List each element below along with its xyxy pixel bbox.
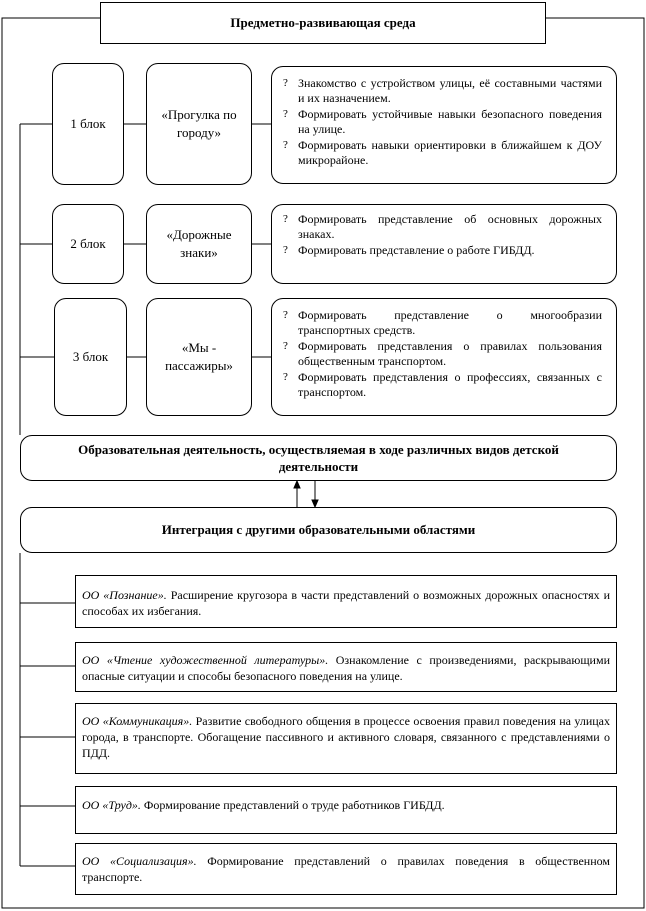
block-1-topic: «Прогулка по городу» bbox=[161, 107, 237, 140]
block-3-goals-box bbox=[271, 298, 617, 416]
goal-item: ? Формировать устойчивые навыки безопасного поведения на улице. bbox=[280, 107, 602, 137]
area-text: Формирование представлений о правилах поведения в общественном транспорте. bbox=[82, 854, 610, 884]
area-item-kommunikatsiya bbox=[75, 703, 617, 774]
integration-box bbox=[20, 507, 617, 553]
goal-item: ? Формировать представления о правилах пользования общественным транспортом. bbox=[280, 339, 602, 369]
block-1-topic-box bbox=[146, 63, 252, 185]
area-name: ОО «Чтение художественной литературы». bbox=[82, 653, 329, 667]
goal-item: ? Знакомство с устройством улицы, её составными частями и их назначением. bbox=[280, 76, 602, 106]
block-3-topic: «Мы - пассажиры» bbox=[165, 340, 233, 373]
goal-item: ? Формировать навыки ориентировки в ближайшем к ДОУ микрорайоне. bbox=[280, 138, 602, 168]
goal-item: ? Формировать представление о работе ГИБДД. bbox=[280, 243, 602, 258]
block-1-goals-box bbox=[271, 66, 617, 184]
area-text: Расширение кругозора в части представлений о возможных дорожных опасностях и способах их избегания. bbox=[82, 588, 610, 618]
block-2-topic-box bbox=[146, 204, 252, 284]
area-item-sotsializatsiya bbox=[75, 843, 617, 895]
activity-title: Образовательная деятельность, осуществляемая в ходе различных видов детской деятельности bbox=[78, 442, 559, 474]
goal-item: ? Формировать представление об основных дорожных знаках. bbox=[280, 212, 602, 242]
goal-item: ? Формировать представления о профессиях, связанных с транспортом. bbox=[280, 370, 602, 400]
block-3-goals bbox=[280, 308, 602, 400]
integration-title: Интеграция с другими образовательными областями bbox=[161, 522, 476, 537]
block-2-label-box bbox=[52, 204, 124, 284]
two-way-arrows bbox=[294, 481, 318, 507]
area-name: ОО «Коммуникация». bbox=[82, 714, 193, 728]
header-box bbox=[100, 2, 546, 44]
area-text: Ознакомление с произведениями, раскрывающими опасные ситуации и способы безопасного поведения на улице. bbox=[82, 653, 610, 683]
area-name: ОО «Познание». bbox=[82, 588, 167, 602]
block-1-label-box bbox=[52, 63, 124, 185]
block-2-goals-box bbox=[271, 204, 617, 284]
block-2-goals bbox=[280, 212, 602, 258]
area-name: ОО «Труд». bbox=[82, 798, 141, 812]
area-item-poznanie bbox=[75, 575, 617, 628]
block-1-goals bbox=[280, 76, 602, 168]
block-3-label: 3 блок bbox=[72, 349, 109, 364]
area-item-chtenie bbox=[75, 642, 617, 692]
block-1-label: 1 блок bbox=[70, 116, 106, 131]
area-item-trud bbox=[75, 786, 617, 834]
area-text: Формирование представлений о труде работников ГИБДД. bbox=[140, 798, 445, 812]
activity-box bbox=[20, 435, 617, 481]
block-2-label: 2 блок bbox=[70, 236, 106, 251]
block-2-topic: «Дорожные знаки» bbox=[166, 227, 232, 260]
header-title: Предметно-развивающая среда bbox=[230, 15, 416, 30]
area-name: ОО «Социализация». bbox=[82, 854, 197, 868]
goal-item: ? Формировать представление о многообразии транспортных средств. bbox=[280, 308, 602, 338]
block-3-label-box bbox=[54, 298, 127, 416]
area-text: Развитие свободного общения в процессе освоения правил поведения на улицах города, в транспорте. Обогащение пассивного и активного словаря, связанного с представлениями о ПДД. bbox=[82, 714, 610, 760]
block-3-topic-box bbox=[146, 298, 252, 416]
